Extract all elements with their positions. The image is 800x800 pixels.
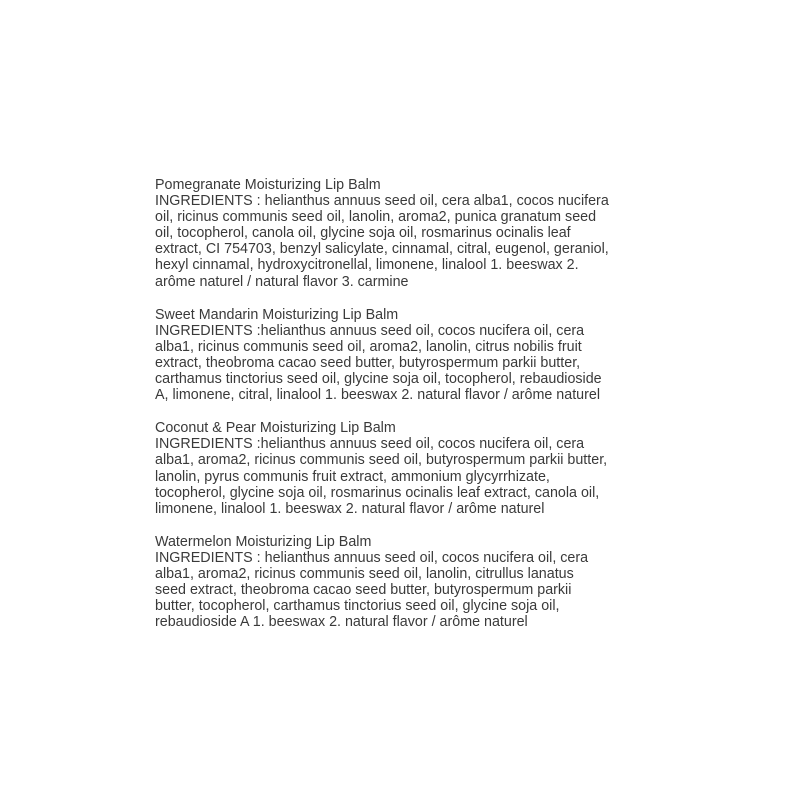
product-name: Coconut & Pear Moisturizing Lip Balm <box>155 420 396 437</box>
ingredient-line: butter, tocopherol, carthamus tinctorius seed oil, glycine soja oil, <box>155 598 560 615</box>
ingredient-line: extract, CI 754703, benzyl salicylate, cinnamal, citral, eugenol, geraniol, <box>155 241 609 258</box>
ingredients-text <box>155 550 655 630</box>
product-name: Sweet Mandarin Moisturizing Lip Balm <box>155 306 399 323</box>
product-name: Watermelon Moisturizing Lip Balm <box>155 533 372 550</box>
ingredient-line: arôme naturel / natural flavor 3. carmine <box>155 273 409 290</box>
ingredients-text <box>155 323 655 403</box>
ingredient-line: hexyl cinnamal, hydroxycitronellal, limonene, linalool 1. beeswax 2. <box>155 257 579 274</box>
ingredient-line: INGREDIENTS :helianthus annuus seed oil, cocos nucifera oil, cera <box>155 322 585 339</box>
ingredient-line: seed extract, theobroma cacao seed butter, butyrospermum parkii <box>155 582 572 599</box>
ingredient-line: alba1, aroma2, ricinus communis seed oil, lanolin, citrullus lanatus <box>155 565 574 582</box>
product-coconut-pear <box>155 420 655 517</box>
product-watermelon <box>155 534 655 631</box>
ingredient-line: oil, ricinus communis seed oil, lanolin, aroma2, punica granatum seed <box>155 209 597 226</box>
ingredients-text <box>155 436 655 516</box>
ingredient-line: rebaudioside A 1. beeswax 2. natural flavor / arôme naturel <box>155 614 528 631</box>
ingredient-line: INGREDIENTS : helianthus annuus seed oil, cocos nucifera oil, cera <box>155 549 589 566</box>
ingredient-line: extract, theobroma cacao seed butter, butyrospermum parkii butter, <box>155 354 581 371</box>
ingredient-line: tocopherol, glycine soja oil, rosmarinus ocinalis leaf extract, canola oil, <box>155 484 600 501</box>
ingredient-line: INGREDIENTS :helianthus annuus seed oil, cocos nucifera oil, cera <box>155 436 585 453</box>
product-name: Pomegranate Moisturizing Lip Balm <box>155 177 381 193</box>
ingredient-line: A, limonene, citral, linalool 1. beeswax 2. natural flavor / arôme naturel <box>155 387 601 404</box>
ingredient-line: lanolin, pyrus communis fruit extract, ammonium glycyrrhizate, <box>155 468 550 485</box>
ingredient-line: carthamus tinctorius seed oil, glycine soja oil, tocopherol, rebaudioside <box>155 371 602 388</box>
product-pomegranate <box>155 177 655 290</box>
ingredient-line: oil, tocopherol, canola oil, glycine soja oil, rosmarinus ocinalis leaf <box>155 225 571 242</box>
ingredients-text <box>155 193 655 290</box>
product-sweet-mandarin <box>155 307 655 404</box>
ingredient-line: alba1, aroma2, ricinus communis seed oil, butyrospermum parkii butter, <box>155 452 608 469</box>
ingredients-document <box>155 177 655 647</box>
ingredient-line: alba1, ricinus communis seed oil, aroma2, lanolin, citrus nobilis fruit <box>155 338 582 355</box>
ingredient-line: limonene, linalool 1. beeswax 2. natural flavor / arôme naturel <box>155 500 545 517</box>
ingredient-line: INGREDIENTS : helianthus annuus seed oil, cera alba1, cocos nucifera <box>155 193 609 210</box>
